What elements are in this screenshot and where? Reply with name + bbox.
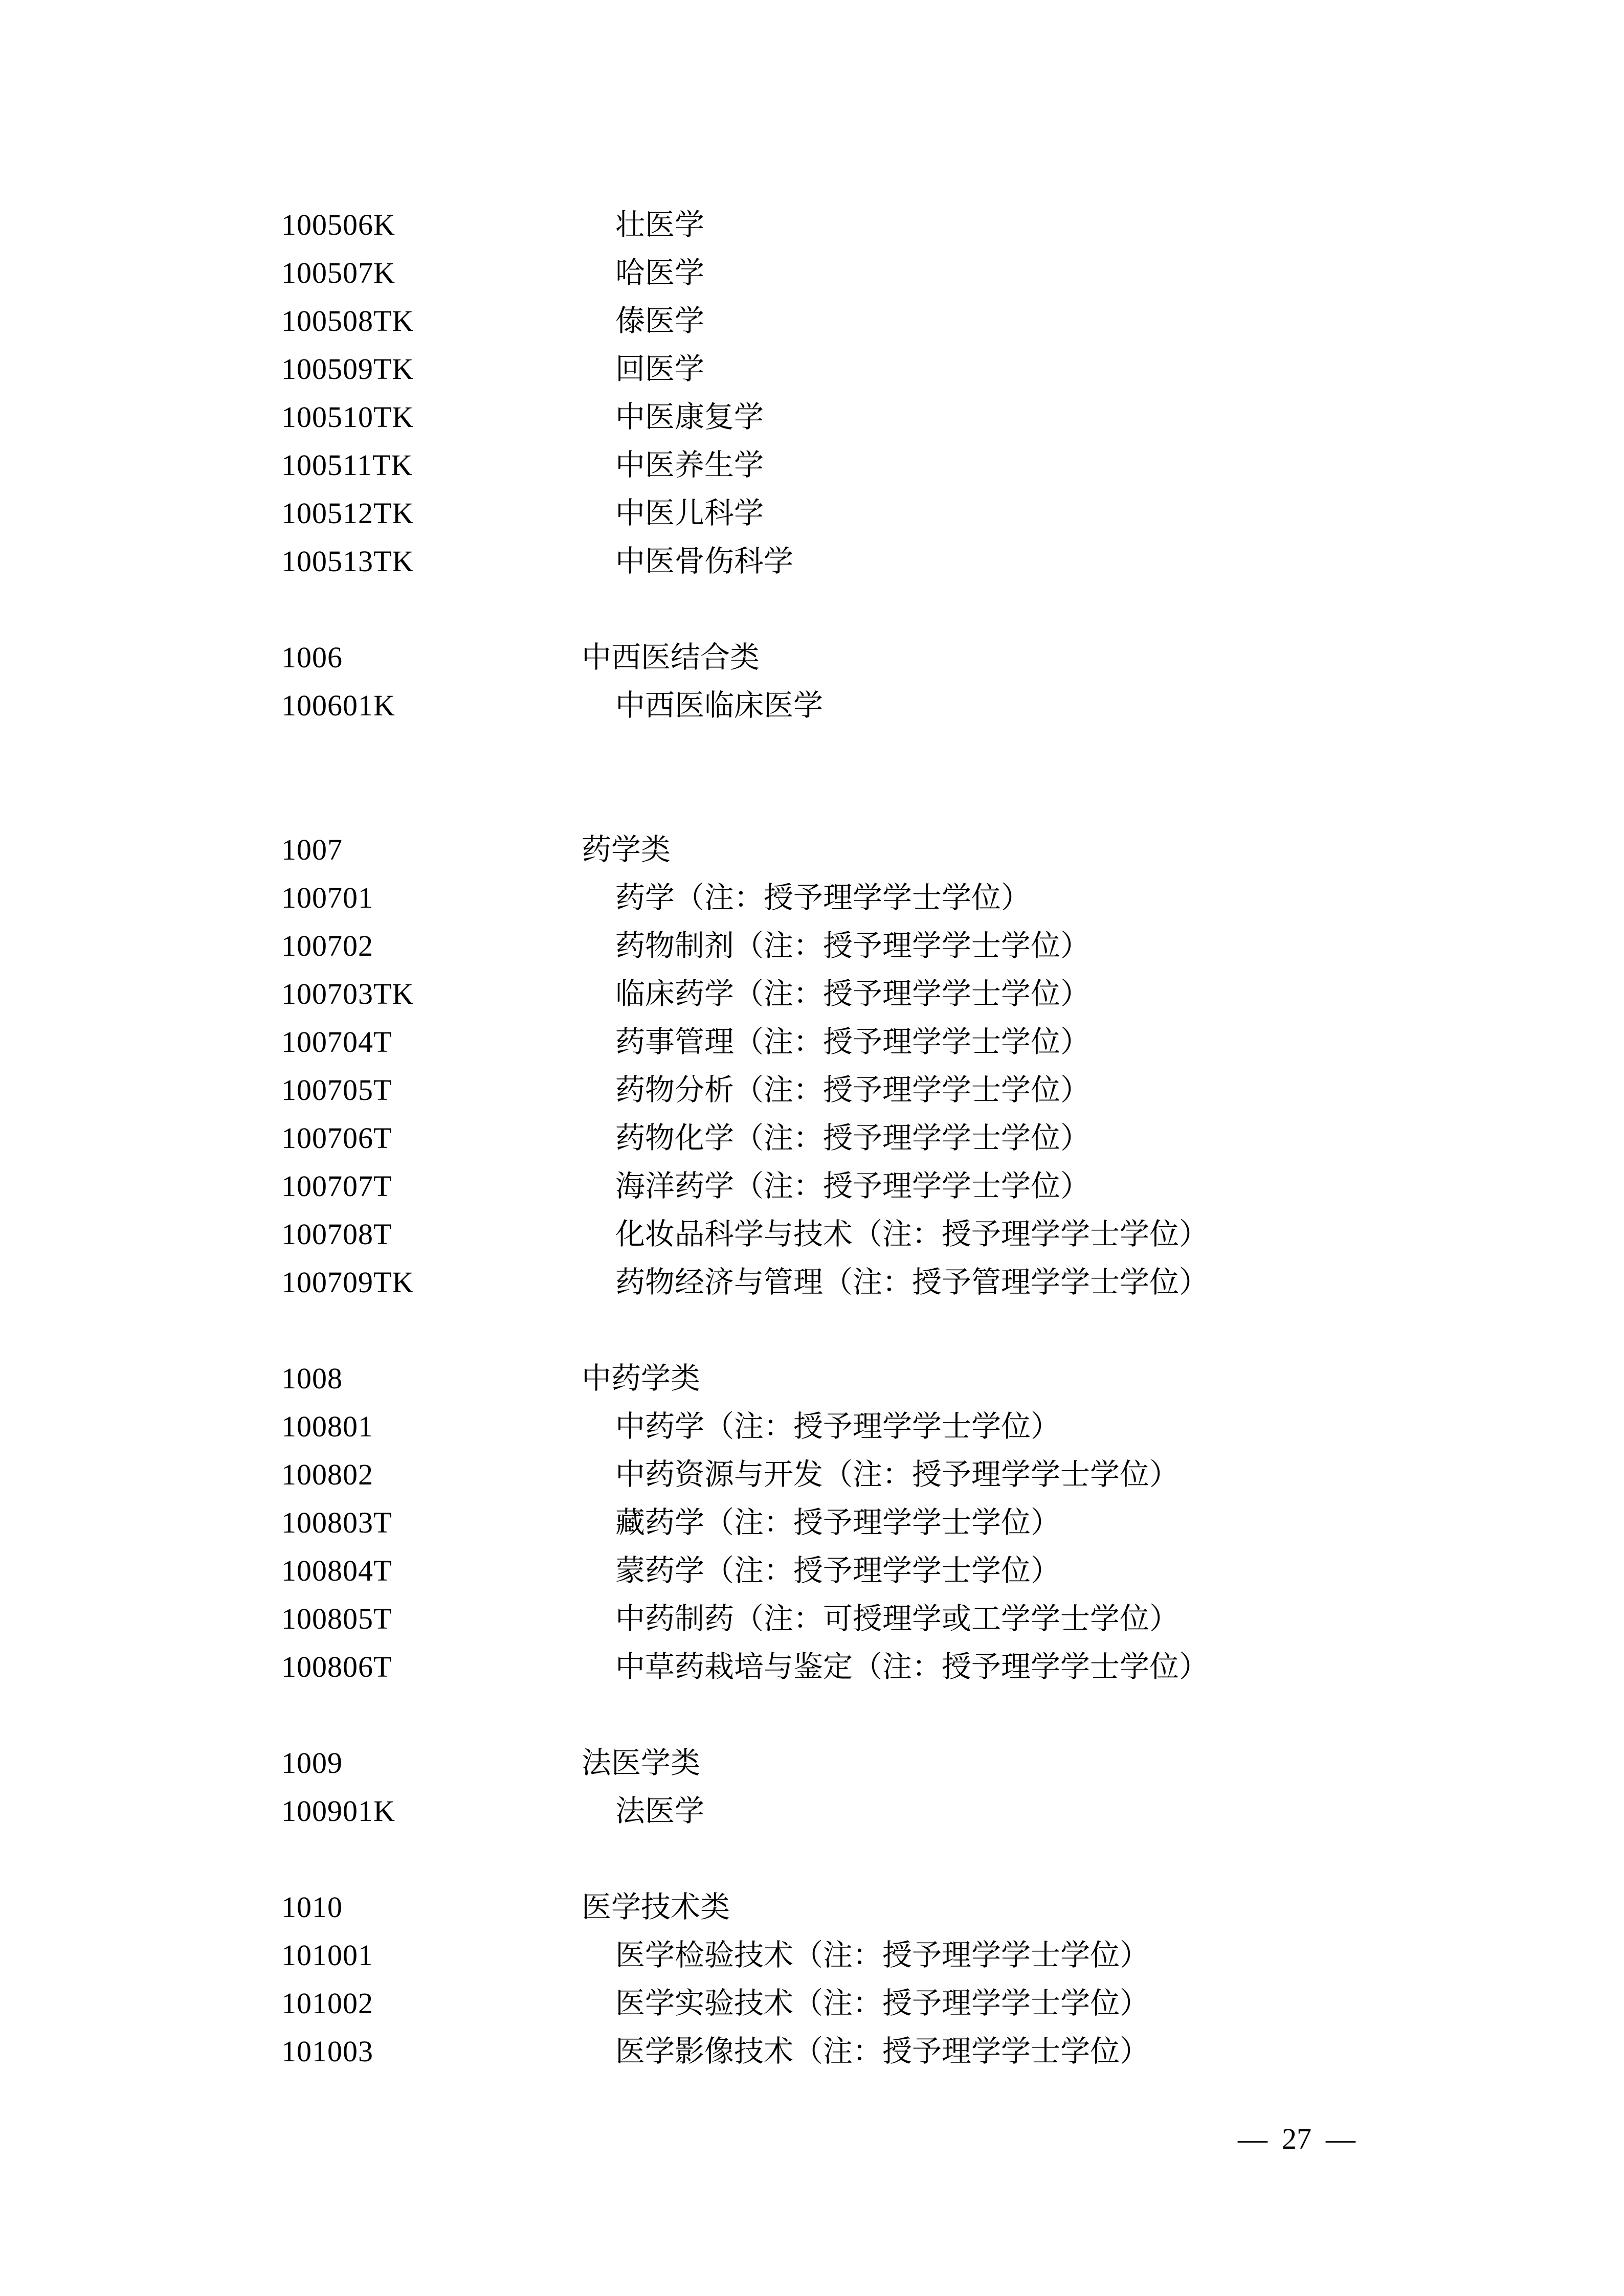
- category-code-cell: 1006: [281, 641, 343, 674]
- category-row: [0, 826, 1624, 874]
- category-code-cell: 1009: [281, 1746, 343, 1780]
- major-code-cell: 100901K: [281, 1794, 395, 1828]
- major-row: [0, 682, 1624, 730]
- major-code-cell: 100702: [281, 929, 373, 962]
- major-row: [0, 1787, 1624, 1835]
- major-row: [0, 1162, 1624, 1210]
- major-row: [0, 1931, 1624, 1979]
- major-code-cell: 100801: [281, 1410, 373, 1443]
- blank-row: [0, 1835, 1624, 1883]
- major-row: [0, 2028, 1624, 2076]
- major-name-cell: 中医养生学: [615, 448, 764, 482]
- major-code-cell: 100803T: [281, 1506, 392, 1539]
- major-row: [0, 1114, 1624, 1162]
- major-row: [0, 970, 1624, 1018]
- major-row: [0, 441, 1624, 489]
- page-footer: [1238, 2115, 1355, 2163]
- category-name-cell: 法医学类: [582, 1746, 701, 1780]
- major-name-cell: 化妆品科学与技术（注：授予理学学士学位）: [615, 1218, 1209, 1251]
- blank-row: [0, 778, 1624, 826]
- major-row: [0, 1018, 1624, 1066]
- major-row: [0, 489, 1624, 537]
- major-row: [0, 1595, 1624, 1643]
- major-row: [0, 1499, 1624, 1547]
- major-code-cell: 101003: [281, 2035, 373, 2068]
- blank-row: [0, 1691, 1624, 1739]
- major-code-cell: 100704T: [281, 1025, 392, 1059]
- major-code-cell: 100802: [281, 1458, 373, 1491]
- major-code-cell: 101002: [281, 1987, 373, 2020]
- major-name-cell: 中医儿科学: [615, 497, 764, 530]
- major-name-cell: 海洋药学（注：授予理学学士学位）: [615, 1169, 1091, 1203]
- major-row: [0, 393, 1624, 441]
- major-code-cell: 100703TK: [281, 977, 414, 1010]
- category-row: [0, 1355, 1624, 1403]
- major-name-cell: 医学检验技术（注：授予理学学士学位）: [615, 1939, 1150, 1972]
- major-row: [0, 297, 1624, 345]
- major-code-cell: 100506K: [281, 208, 395, 241]
- category-code-cell: 1007: [281, 833, 343, 866]
- major-code-cell: 100507K: [281, 256, 395, 289]
- major-name-cell: 药物制剂（注：授予理学学士学位）: [615, 929, 1091, 962]
- major-code-cell: 100805T: [281, 1602, 392, 1635]
- major-name-cell: 中医康复学: [615, 400, 764, 434]
- major-name-cell: 药学（注：授予理学学士学位）: [615, 881, 1031, 914]
- blank-row: [0, 730, 1624, 778]
- major-row: [0, 1451, 1624, 1499]
- major-name-cell: 傣医学: [615, 304, 705, 337]
- major-name-cell: 医学实验技术（注：授予理学学士学位）: [615, 1987, 1150, 2020]
- major-row: [0, 1403, 1624, 1451]
- category-row: [0, 1739, 1624, 1787]
- major-name-cell: 中药资源与开发（注：授予理学学士学位）: [615, 1458, 1180, 1491]
- major-name-cell: 医学影像技术（注：授予理学学士学位）: [615, 2035, 1150, 2068]
- category-name-cell: 中西医结合类: [582, 641, 760, 674]
- major-row: [0, 1547, 1624, 1595]
- footer-right-dash: —: [1326, 2122, 1355, 2155]
- page-number: 27: [1282, 2122, 1311, 2155]
- major-name-cell: 法医学: [615, 1794, 705, 1828]
- major-code-cell: 101001: [281, 1939, 373, 1972]
- category-code-cell: 1010: [281, 1890, 343, 1924]
- major-code-cell: 100806T: [281, 1650, 392, 1683]
- category-name-cell: 中药学类: [582, 1362, 701, 1395]
- major-row: [0, 922, 1624, 970]
- major-name-cell: 藏药学（注：授予理学学士学位）: [615, 1506, 1061, 1539]
- major-code-cell: 100705T: [281, 1073, 392, 1107]
- major-code-cell: 100708T: [281, 1218, 392, 1251]
- major-row: [0, 345, 1624, 393]
- major-name-cell: 药物经济与管理（注：授予管理学学士学位）: [615, 1266, 1209, 1299]
- category-row: [0, 1883, 1624, 1931]
- major-name-cell: 临床药学（注：授予理学学士学位）: [615, 977, 1091, 1010]
- category-row: [0, 634, 1624, 682]
- major-name-cell: 哈医学: [615, 256, 705, 289]
- major-name-cell: 药物分析（注：授予理学学士学位）: [615, 1073, 1091, 1107]
- category-name-cell: 医学技术类: [582, 1890, 730, 1924]
- major-name-cell: 回医学: [615, 352, 705, 386]
- major-row: [0, 1979, 1624, 2028]
- major-code-cell: 100804T: [281, 1554, 392, 1587]
- major-code-cell: 100510TK: [281, 400, 414, 434]
- major-code-cell: 100709TK: [281, 1266, 414, 1299]
- major-code-cell: 100508TK: [281, 304, 414, 337]
- blank-row: [0, 586, 1624, 634]
- major-code-cell: 100706T: [281, 1121, 392, 1155]
- major-row: [0, 1066, 1624, 1114]
- major-row: [0, 1258, 1624, 1307]
- blank-row: [0, 1307, 1624, 1355]
- major-code-cell: 100701: [281, 881, 373, 914]
- major-row: [0, 201, 1624, 249]
- major-name-cell: 中西医临床医学: [615, 689, 824, 722]
- major-code-cell: 100707T: [281, 1169, 392, 1203]
- major-name-cell: 壮医学: [615, 208, 705, 241]
- major-row: [0, 1210, 1624, 1258]
- category-code-cell: 1008: [281, 1362, 343, 1395]
- major-name-cell: 药物化学（注：授予理学学士学位）: [615, 1121, 1091, 1155]
- major-catalog-list: [0, 201, 1624, 2076]
- major-name-cell: 中草药栽培与鉴定（注：授予理学学士学位）: [615, 1650, 1209, 1683]
- major-row: [0, 249, 1624, 297]
- category-name-cell: 药学类: [582, 833, 671, 866]
- major-code-cell: 100601K: [281, 689, 395, 722]
- major-name-cell: 药事管理（注：授予理学学士学位）: [615, 1025, 1091, 1059]
- major-code-cell: 100512TK: [281, 497, 414, 530]
- major-name-cell: 中药学（注：授予理学学士学位）: [615, 1410, 1061, 1443]
- major-code-cell: 100509TK: [281, 352, 414, 386]
- footer-left-dash: —: [1238, 2122, 1267, 2155]
- major-name-cell: 中药制药（注：可授理学或工学学士学位）: [615, 1602, 1180, 1635]
- major-row: [0, 874, 1624, 922]
- major-name-cell: 中医骨伤科学: [615, 545, 794, 578]
- major-code-cell: 100511TK: [281, 448, 413, 482]
- major-code-cell: 100513TK: [281, 545, 414, 578]
- major-name-cell: 蒙药学（注：授予理学学士学位）: [615, 1554, 1061, 1587]
- major-row: [0, 1643, 1624, 1691]
- major-row: [0, 537, 1624, 586]
